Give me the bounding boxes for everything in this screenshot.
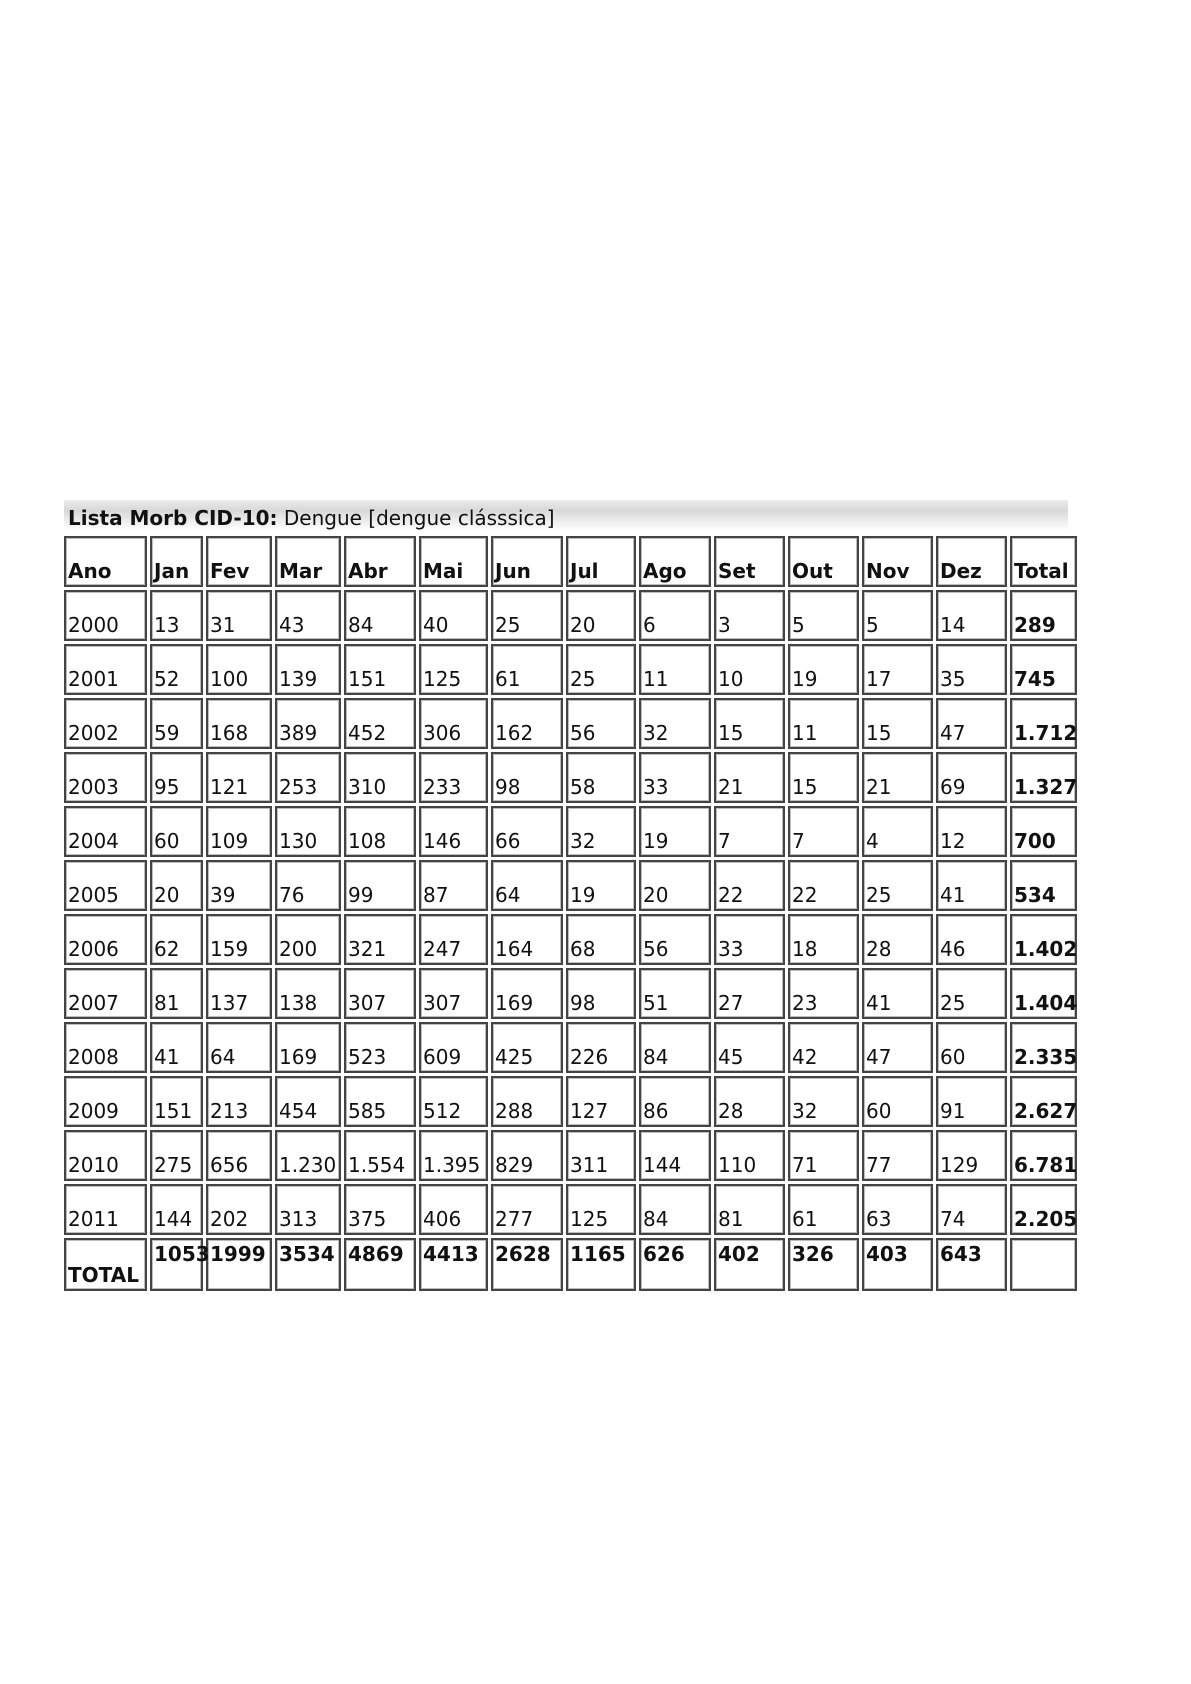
table-row	[64, 1076, 1077, 1127]
column-header-fev: Fev	[206, 536, 272, 587]
cell-out: 42	[788, 1022, 859, 1073]
cell-out: 7	[788, 806, 859, 857]
cell-set: 110	[714, 1130, 785, 1181]
total-label: TOTAL	[64, 1238, 147, 1291]
cell-abr: 84	[344, 590, 416, 641]
column-total-fev: 1999	[206, 1238, 272, 1291]
cell-jul: 25	[566, 644, 636, 695]
table-row	[64, 698, 1077, 749]
table-row	[64, 644, 1077, 695]
row-total-cell: 2.627	[1010, 1076, 1077, 1127]
cell-mai: 1.395	[419, 1130, 488, 1181]
cell-dez: 91	[936, 1076, 1007, 1127]
cell-out: 11	[788, 698, 859, 749]
cell-jun: 169	[491, 968, 563, 1019]
column-total-set: 402	[714, 1238, 785, 1291]
cell-mar: 200	[275, 914, 341, 965]
year-cell: 2004	[64, 806, 147, 857]
row-total-cell: 745	[1010, 644, 1077, 695]
cell-mai: 146	[419, 806, 488, 857]
table-row	[64, 1184, 1077, 1235]
cell-abr: 585	[344, 1076, 416, 1127]
cell-abr: 99	[344, 860, 416, 911]
year-cell: 2009	[64, 1076, 147, 1127]
cell-mar: 389	[275, 698, 341, 749]
row-total-cell: 2.205	[1010, 1184, 1077, 1235]
cell-jul: 19	[566, 860, 636, 911]
cell-abr: 375	[344, 1184, 416, 1235]
column-total-abr: 4869	[344, 1238, 416, 1291]
cell-dez: 12	[936, 806, 1007, 857]
table-row	[64, 1130, 1077, 1181]
table-body	[64, 590, 1077, 1291]
cell-dez: 46	[936, 914, 1007, 965]
cell-jun: 164	[491, 914, 563, 965]
cell-jan: 59	[150, 698, 203, 749]
cell-dez: 69	[936, 752, 1007, 803]
column-total-ago: 626	[639, 1238, 711, 1291]
year-cell: 2011	[64, 1184, 147, 1235]
cell-jul: 68	[566, 914, 636, 965]
cell-dez: 35	[936, 644, 1007, 695]
cell-ago: 86	[639, 1076, 711, 1127]
cell-jun: 829	[491, 1130, 563, 1181]
cell-jun: 98	[491, 752, 563, 803]
cell-jun: 425	[491, 1022, 563, 1073]
cell-ago: 20	[639, 860, 711, 911]
cell-set: 33	[714, 914, 785, 965]
cell-fev: 64	[206, 1022, 272, 1073]
column-header-dez: Dez	[936, 536, 1007, 587]
cell-mar: 130	[275, 806, 341, 857]
year-cell: 2000	[64, 590, 147, 641]
cell-mai: 247	[419, 914, 488, 965]
cell-ago: 56	[639, 914, 711, 965]
cell-jun: 162	[491, 698, 563, 749]
cell-mar: 313	[275, 1184, 341, 1235]
table-row	[64, 752, 1077, 803]
cell-jan: 52	[150, 644, 203, 695]
cell-abr: 1.554	[344, 1130, 416, 1181]
column-header-out: Out	[788, 536, 859, 587]
cell-set: 15	[714, 698, 785, 749]
cell-mai: 609	[419, 1022, 488, 1073]
cell-ago: 33	[639, 752, 711, 803]
column-total-dez: 643	[936, 1238, 1007, 1291]
cell-ago: 6	[639, 590, 711, 641]
column-header-set: Set	[714, 536, 785, 587]
table-row	[64, 1022, 1077, 1073]
cell-mai: 406	[419, 1184, 488, 1235]
cell-fev: 137	[206, 968, 272, 1019]
column-total-jul: 1165	[566, 1238, 636, 1291]
cell-jul: 311	[566, 1130, 636, 1181]
cell-jun: 61	[491, 644, 563, 695]
year-cell: 2003	[64, 752, 147, 803]
column-total-jun: 2628	[491, 1238, 563, 1291]
column-total-total	[1010, 1238, 1077, 1291]
row-total-cell: 2.335	[1010, 1022, 1077, 1073]
cell-jan: 144	[150, 1184, 203, 1235]
cell-ago: 144	[639, 1130, 711, 1181]
cell-set: 45	[714, 1022, 785, 1073]
cell-fev: 168	[206, 698, 272, 749]
year-cell: 2001	[64, 644, 147, 695]
cell-dez: 129	[936, 1130, 1007, 1181]
cell-jun: 25	[491, 590, 563, 641]
cell-dez: 25	[936, 968, 1007, 1019]
cell-dez: 14	[936, 590, 1007, 641]
cell-jul: 98	[566, 968, 636, 1019]
cell-jan: 275	[150, 1130, 203, 1181]
cell-fev: 202	[206, 1184, 272, 1235]
caption-label: Lista Morb CID-10:	[68, 506, 278, 530]
cell-nov: 5	[862, 590, 933, 641]
column-header-abr: Abr	[344, 536, 416, 587]
cell-set: 81	[714, 1184, 785, 1235]
cell-jan: 41	[150, 1022, 203, 1073]
cell-nov: 47	[862, 1022, 933, 1073]
cell-nov: 25	[862, 860, 933, 911]
cell-abr: 523	[344, 1022, 416, 1073]
dengue-monthly-table	[61, 533, 1080, 1294]
cell-jan: 62	[150, 914, 203, 965]
cell-mar: 139	[275, 644, 341, 695]
cell-nov: 17	[862, 644, 933, 695]
cell-nov: 21	[862, 752, 933, 803]
cell-jun: 64	[491, 860, 563, 911]
cell-ago: 32	[639, 698, 711, 749]
cell-jul: 125	[566, 1184, 636, 1235]
cell-out: 22	[788, 860, 859, 911]
cell-fev: 121	[206, 752, 272, 803]
column-total-mai: 4413	[419, 1238, 488, 1291]
cell-set: 27	[714, 968, 785, 1019]
table-header-row	[64, 536, 1077, 587]
cell-jan: 95	[150, 752, 203, 803]
year-cell: 2008	[64, 1022, 147, 1073]
column-header-ago: Ago	[639, 536, 711, 587]
cell-nov: 60	[862, 1076, 933, 1127]
cell-jul: 58	[566, 752, 636, 803]
cell-jan: 81	[150, 968, 203, 1019]
column-total-out: 326	[788, 1238, 859, 1291]
column-header-jan: Jan	[150, 536, 203, 587]
cell-out: 32	[788, 1076, 859, 1127]
row-total-cell: 289	[1010, 590, 1077, 641]
cell-nov: 4	[862, 806, 933, 857]
column-total-nov: 403	[862, 1238, 933, 1291]
cell-set: 7	[714, 806, 785, 857]
cell-mar: 253	[275, 752, 341, 803]
cell-ago: 84	[639, 1184, 711, 1235]
cell-nov: 15	[862, 698, 933, 749]
cell-jan: 151	[150, 1076, 203, 1127]
cell-jan: 13	[150, 590, 203, 641]
cell-set: 10	[714, 644, 785, 695]
table-row	[64, 590, 1077, 641]
cell-ago: 84	[639, 1022, 711, 1073]
cell-dez: 60	[936, 1022, 1007, 1073]
row-total-cell: 1.402	[1010, 914, 1077, 965]
row-total-cell: 1.327	[1010, 752, 1077, 803]
cell-ago: 51	[639, 968, 711, 1019]
cell-mai: 125	[419, 644, 488, 695]
cell-mar: 169	[275, 1022, 341, 1073]
cell-nov: 77	[862, 1130, 933, 1181]
cell-fev: 31	[206, 590, 272, 641]
cell-abr: 452	[344, 698, 416, 749]
cell-mai: 306	[419, 698, 488, 749]
cell-abr: 151	[344, 644, 416, 695]
table-row	[64, 806, 1077, 857]
cell-abr: 321	[344, 914, 416, 965]
cell-out: 23	[788, 968, 859, 1019]
cell-fev: 39	[206, 860, 272, 911]
table-row	[64, 860, 1077, 911]
column-header-mar: Mar	[275, 536, 341, 587]
table-row	[64, 968, 1077, 1019]
cell-jul: 127	[566, 1076, 636, 1127]
column-total-jan: 1053	[150, 1238, 203, 1291]
column-header-jun: Jun	[491, 536, 563, 587]
cell-jun: 66	[491, 806, 563, 857]
cell-nov: 28	[862, 914, 933, 965]
cell-jun: 288	[491, 1076, 563, 1127]
cell-fev: 109	[206, 806, 272, 857]
row-total-cell: 534	[1010, 860, 1077, 911]
column-total-mar: 3534	[275, 1238, 341, 1291]
row-total-cell: 700	[1010, 806, 1077, 857]
cell-out: 61	[788, 1184, 859, 1235]
year-cell: 2010	[64, 1130, 147, 1181]
cell-fev: 100	[206, 644, 272, 695]
cell-set: 22	[714, 860, 785, 911]
cell-out: 5	[788, 590, 859, 641]
column-header-mai: Mai	[419, 536, 488, 587]
cell-mai: 87	[419, 860, 488, 911]
cell-mar: 43	[275, 590, 341, 641]
cell-set: 28	[714, 1076, 785, 1127]
cell-abr: 310	[344, 752, 416, 803]
cell-mar: 138	[275, 968, 341, 1019]
total-row	[64, 1238, 1077, 1291]
year-cell: 2007	[64, 968, 147, 1019]
cell-out: 15	[788, 752, 859, 803]
table-row	[64, 914, 1077, 965]
cell-jul: 32	[566, 806, 636, 857]
cell-jul: 20	[566, 590, 636, 641]
cell-dez: 47	[936, 698, 1007, 749]
row-total-cell: 6.781	[1010, 1130, 1077, 1181]
cell-abr: 108	[344, 806, 416, 857]
cell-mai: 307	[419, 968, 488, 1019]
row-total-cell: 1.404	[1010, 968, 1077, 1019]
document	[64, 500, 1078, 1294]
cell-jul: 226	[566, 1022, 636, 1073]
cell-ago: 11	[639, 644, 711, 695]
cell-jun: 277	[491, 1184, 563, 1235]
year-cell: 2006	[64, 914, 147, 965]
cell-set: 21	[714, 752, 785, 803]
column-header-nov: Nov	[862, 536, 933, 587]
column-header-ano: Ano	[64, 536, 147, 587]
cell-out: 18	[788, 914, 859, 965]
cell-jul: 56	[566, 698, 636, 749]
cell-jan: 20	[150, 860, 203, 911]
cell-out: 19	[788, 644, 859, 695]
cell-mar: 76	[275, 860, 341, 911]
cell-mai: 40	[419, 590, 488, 641]
cell-mai: 233	[419, 752, 488, 803]
cell-fev: 213	[206, 1076, 272, 1127]
caption-value: Dengue [dengue clásssica]	[283, 506, 555, 530]
year-cell: 2002	[64, 698, 147, 749]
table-caption	[64, 500, 1068, 534]
cell-abr: 307	[344, 968, 416, 1019]
cell-mai: 512	[419, 1076, 488, 1127]
cell-nov: 63	[862, 1184, 933, 1235]
cell-jan: 60	[150, 806, 203, 857]
year-cell: 2005	[64, 860, 147, 911]
cell-dez: 41	[936, 860, 1007, 911]
cell-ago: 19	[639, 806, 711, 857]
cell-mar: 1.230	[275, 1130, 341, 1181]
cell-mar: 454	[275, 1076, 341, 1127]
cell-nov: 41	[862, 968, 933, 1019]
cell-fev: 159	[206, 914, 272, 965]
cell-set: 3	[714, 590, 785, 641]
cell-dez: 74	[936, 1184, 1007, 1235]
cell-fev: 656	[206, 1130, 272, 1181]
row-total-cell: 1.712	[1010, 698, 1077, 749]
cell-out: 71	[788, 1130, 859, 1181]
column-header-total: Total	[1010, 536, 1077, 587]
column-header-jul: Jul	[566, 536, 636, 587]
